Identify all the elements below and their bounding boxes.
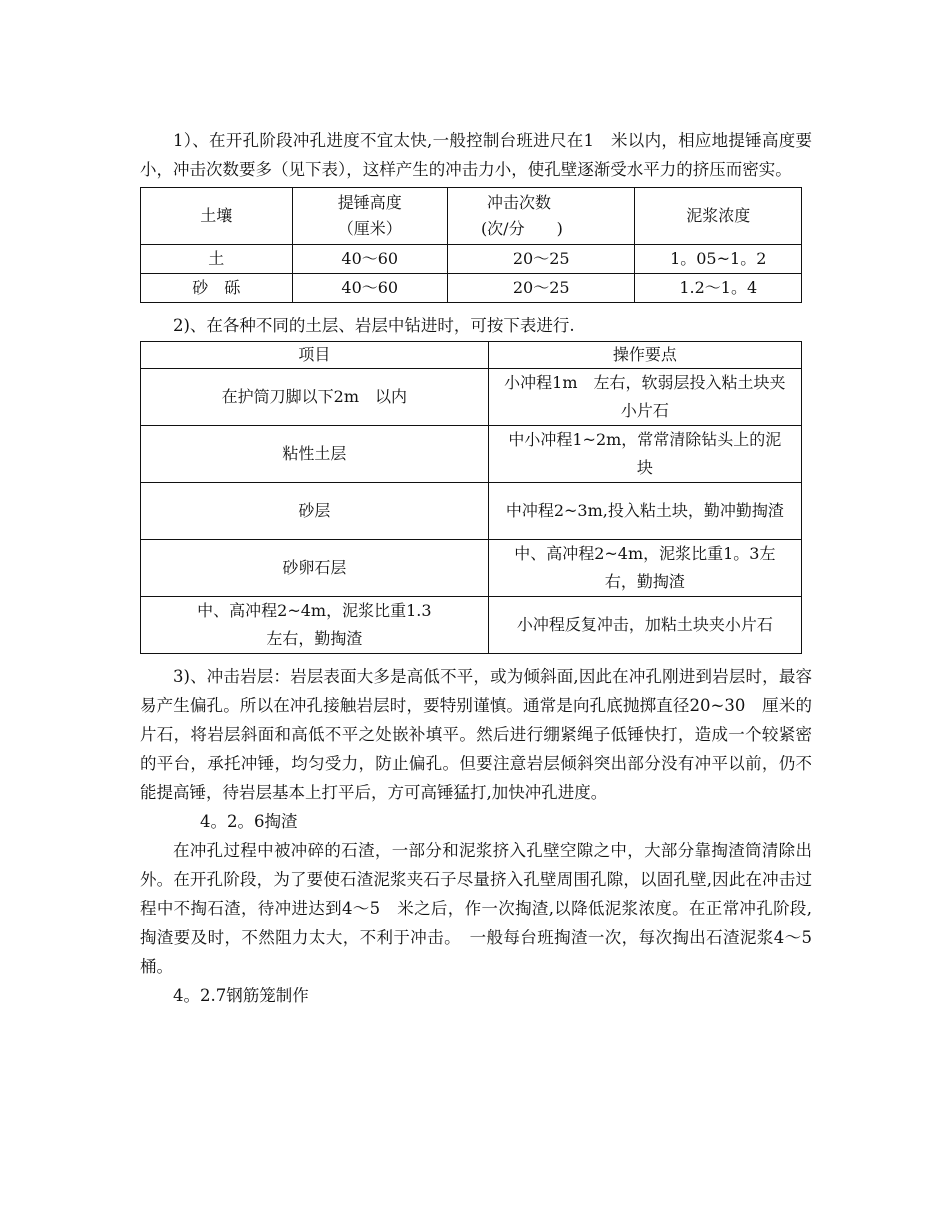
header-hammer-height-line1: 提锤高度 (337, 193, 402, 212)
table-header-row (141, 342, 802, 369)
cell-item: 粘性土层 (141, 426, 489, 483)
table-header-row (141, 188, 802, 245)
header-operation-points: 操作要点 (488, 342, 801, 369)
cell-count: 20～25 (447, 274, 635, 303)
cell-density: 1。05~1。2 (635, 245, 802, 274)
cell-operation-points: 中小冲程1~2m，常常清除钻头上的泥块 (488, 426, 801, 483)
section1-paragraph: 1）、在开孔阶段冲孔进度不宜太快,一般控制台班进尺在1 米以内，相应地提锤高度要小，冲击次数要多（见下表），这样产生的冲击力小，使孔壁逐渐受水平力的挤压而密实。 (140, 131, 812, 179)
table-row (141, 426, 802, 483)
section4-heading: 4。2。6掏渣 (200, 812, 298, 831)
section5-heading: 4。2.7钢筋笼制作 (173, 986, 309, 1005)
table-row (141, 540, 802, 597)
cell-operation-points: 小冲程1m 左右，软弱层投入粘土块夹小片石 (488, 369, 801, 426)
cell-operation-points: 中、高冲程2~4m，泥浆比重1。3左右，勤掏渣 (488, 540, 801, 597)
header-item: 项目 (141, 342, 489, 369)
header-mud-density: 泥浆浓度 (635, 188, 802, 245)
cell-height: 40～60 (292, 245, 447, 274)
table-row (141, 483, 802, 540)
cell-operation-points: 中冲程2~3m,投入粘土块，勤冲勤掏渣 (488, 483, 801, 540)
section2-paragraph: 2)、在各种不同的土层、岩层中钻进时，可按下表进行. (173, 316, 575, 335)
cell-soil: 土 (141, 245, 293, 274)
table-row (141, 274, 802, 303)
section3-paragraph: 3)、冲击岩层：岩层表面大多是高低不平，或为倾斜面,因此在冲孔刚进到岩层时，最容易产生偏孔。所以在冲孔接触岩层时，要特别谨慎。通常是向孔底抛掷直径20~30 厘米的片石，将岩层斜面和高低不平之处嵌补填平。然后进行绷紧绳子低锤快打，造成一个较紧密的平台，承托冲锤，均匀受力，防止偏孔。但要注意岩层倾斜突出部分没有冲平以前，仍不能提高锤，待岩层基本上打平后，方可高锤猛打,加快冲孔进度。 (140, 667, 812, 802)
table-row (141, 597, 802, 654)
header-hammer-height-line2: （厘米） (337, 219, 402, 238)
document-page (140, 126, 829, 1010)
cell-height: 40～60 (292, 274, 447, 303)
table-row (141, 245, 802, 274)
cell-item: 砂层 (141, 483, 489, 540)
cell-soil: 砂 砾 (141, 274, 293, 303)
cell-density: 1.2～1。4 (635, 274, 802, 303)
header-soil: 土壤 (141, 188, 293, 245)
header-hammer-height (292, 188, 447, 245)
cell-operation-points: 小冲程反复冲击，加粘土块夹小片石 (488, 597, 801, 654)
drilling-guide-table (140, 341, 802, 654)
cell-count: 20～25 (447, 245, 635, 274)
header-impact-count-line1: 冲击次数 (486, 193, 551, 212)
table-row (141, 369, 802, 426)
hammer-parameter-table (140, 187, 802, 303)
header-impact-count (447, 188, 635, 245)
section4-paragraph: 在冲孔过程中被冲碎的石渣，一部分和泥浆挤入孔壁空隙之中，大部分靠掏渣筒清除出外。在开孔阶段，为了要使石渣泥浆夹石子尽量挤入孔壁周围孔隙，以固孔壁,因此在冲击过程中不掏石渣，待冲进达到4～5 米之后，作一次掏渣,以降低泥浆浓度。在正常冲孔阶段,掏渣要及时，不然阻力太大，不利于冲击。 一般每台班掏渣一次，每次掏出石渣泥浆4～5 桶。 (140, 841, 829, 976)
cell-item: 砂卵石层 (141, 540, 489, 597)
cell-item: 在护筒刀脚以下2m 以内 (141, 369, 489, 426)
cell-item: 中、高冲程2~4m，泥浆比重1.3 左右，勤掏渣 (141, 597, 489, 654)
header-impact-count-line2: (次/分 ) (480, 219, 563, 238)
